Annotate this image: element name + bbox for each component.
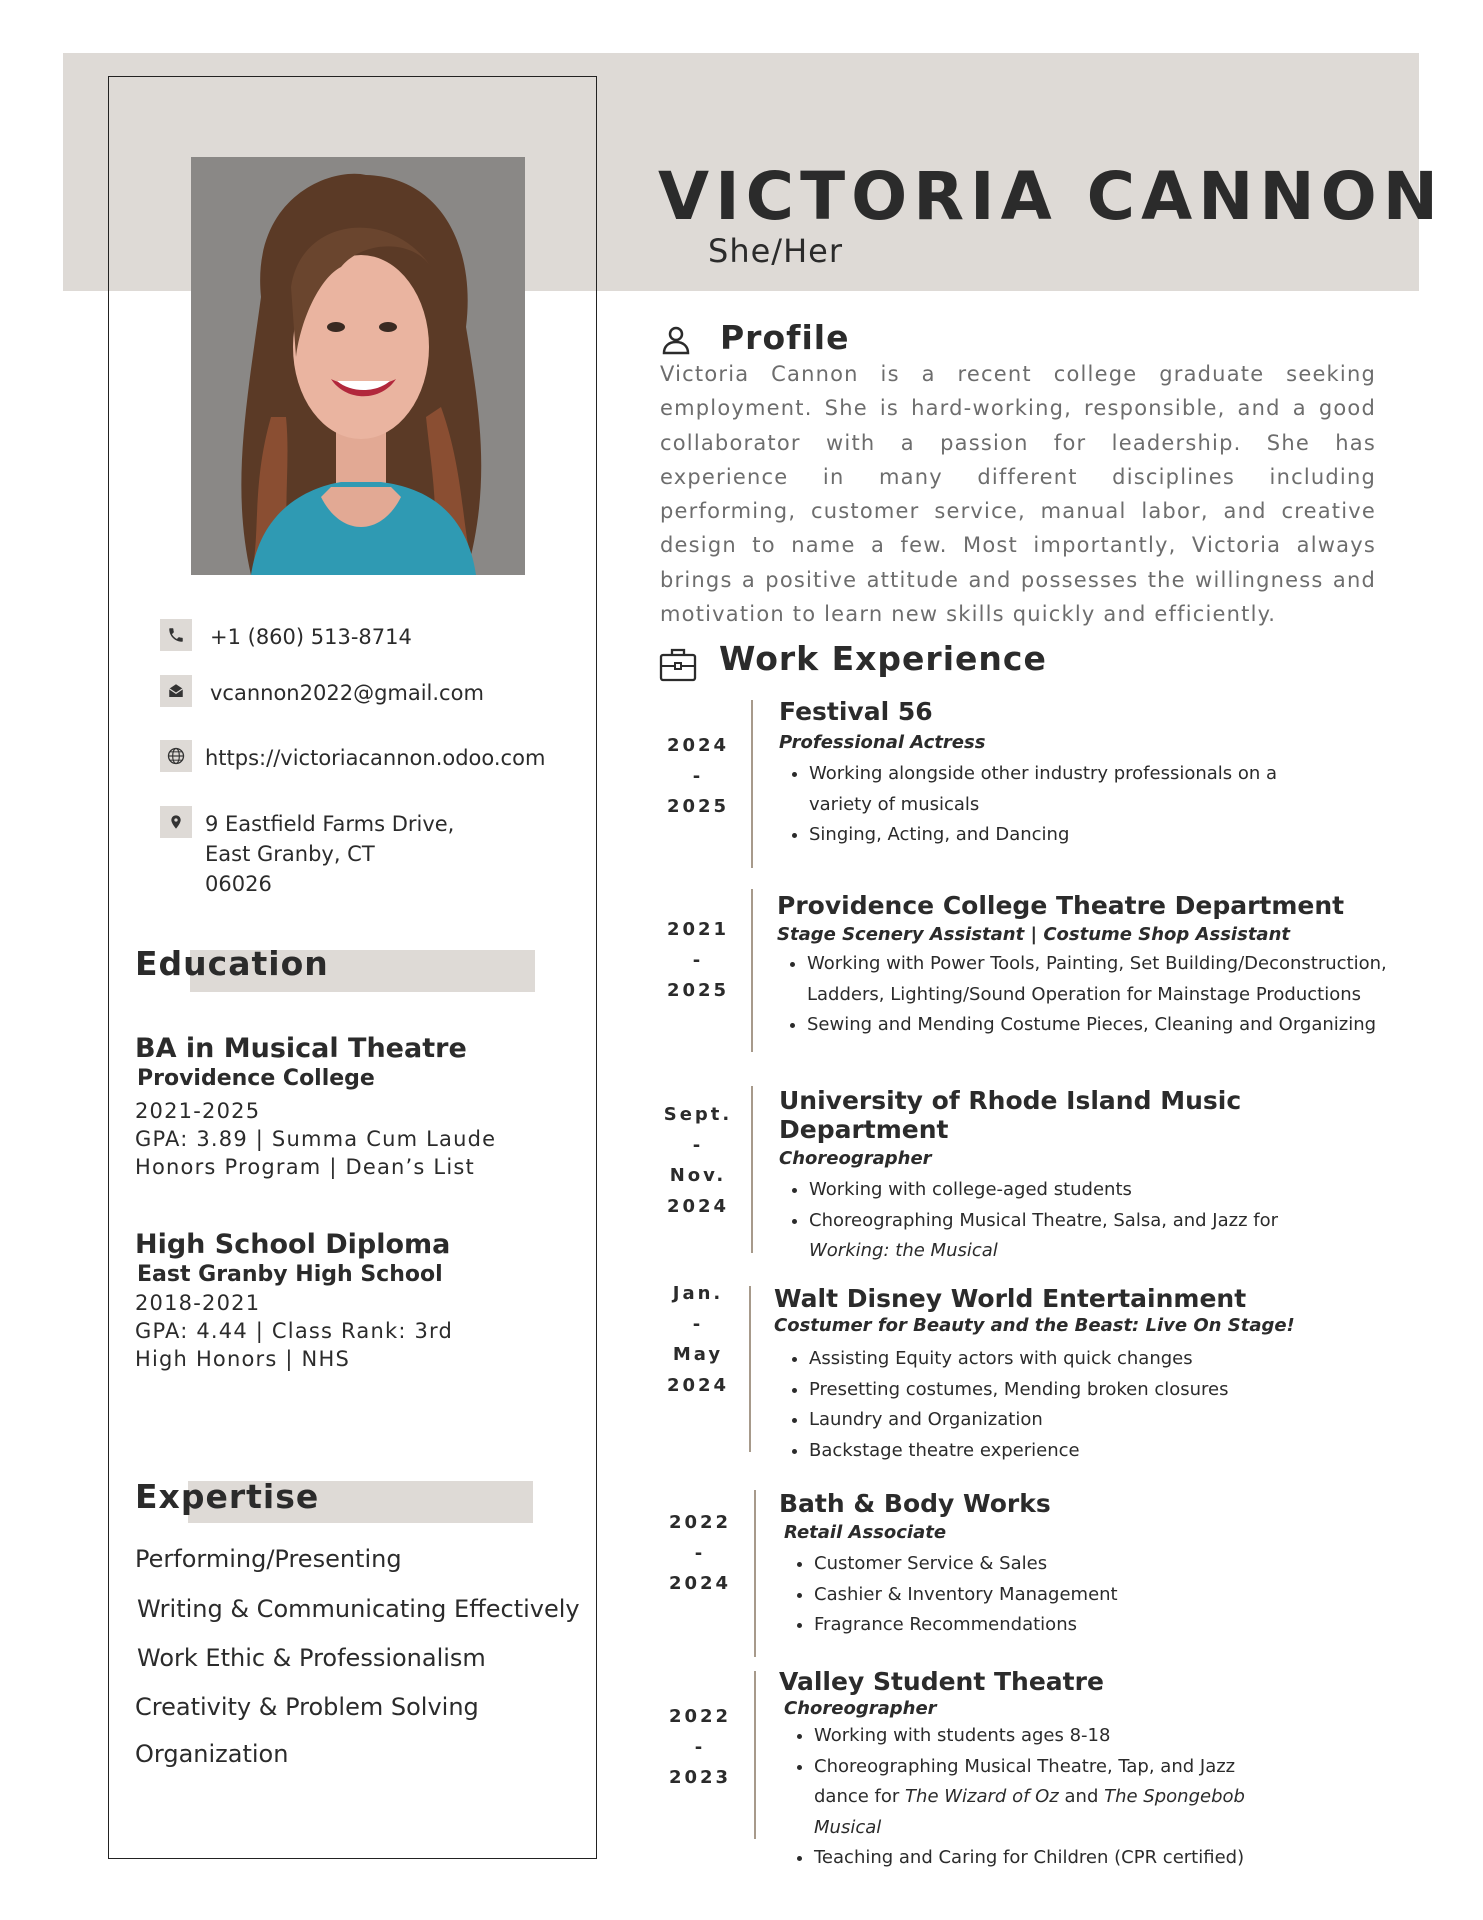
job-bullet — [809, 1206, 1329, 1267]
date-separator: - — [694, 1542, 706, 1564]
expertise-title: Expertise — [135, 1477, 320, 1516]
job-entry — [779, 1086, 1419, 1267]
job-bullet: • Presetting costumes, Mending broken closures — [809, 1375, 1394, 1406]
education-years: 2021-2025 — [135, 1099, 261, 1123]
job-bullet: • Singing, Acting, and Dancing — [809, 820, 1419, 851]
job-role: Retail Associate — [784, 1522, 947, 1543]
website-text[interactable]: https://victoriacannon.odoo.com — [205, 746, 546, 770]
job-bullet: • Sewing and Mending Costume Pieces, Cleaning and Organizing — [807, 1010, 1397, 1041]
expertise-item: Performing/Presenting — [135, 1545, 402, 1573]
company-name: Valley Student Theatre — [779, 1667, 1104, 1696]
degree-title: High School Diploma — [135, 1229, 451, 1260]
school-name: East Granby High School — [137, 1262, 443, 1287]
job-bullet: • Cashier & Inventory Management — [814, 1580, 1419, 1611]
date-start: 2022 — [668, 1512, 732, 1533]
job-bullet: • Teaching and Caring for Children (CPR certified) — [814, 1843, 1419, 1874]
job-entry — [777, 891, 1397, 1041]
company-name: Bath & Body Works — [779, 1489, 1051, 1518]
date-end: Nov. — [669, 1165, 727, 1186]
timeline-line — [754, 1671, 756, 1839]
education-title: Education — [135, 944, 329, 983]
date-end: 2025 — [666, 980, 730, 1001]
job-entry — [779, 697, 1419, 851]
job-bullet: • Backstage theatre experience — [809, 1436, 1394, 1467]
timeline-line — [751, 700, 753, 868]
education-gpa: GPA: 3.89 | Summa Cum Laude — [135, 1127, 497, 1151]
email-text[interactable]: vcannon2022@gmail.com — [210, 681, 484, 705]
timeline-line — [754, 1490, 756, 1657]
globe-icon — [160, 740, 192, 772]
job-date — [658, 915, 738, 1007]
person-icon — [660, 324, 692, 356]
date-end: 2023 — [668, 1767, 732, 1788]
musical-title: The Wizard of Oz — [905, 1786, 1059, 1807]
job-entry — [779, 1667, 1419, 1874]
date-separator: - — [692, 949, 704, 971]
education-entry — [135, 1033, 575, 1181]
job-date — [658, 731, 738, 823]
expertise-item: Creativity & Problem Solving — [135, 1693, 479, 1721]
job-bullet: • Working with college-aged students — [809, 1175, 1419, 1206]
date-end-year: 2024 — [666, 1195, 730, 1217]
date-end-year: 2024 — [666, 1374, 730, 1396]
expertise-item: Writing & Communicating Effectively — [137, 1595, 580, 1623]
job-bullet: • Customer Service & Sales — [814, 1549, 1419, 1580]
education-honors: High Honors | NHS — [135, 1347, 350, 1371]
date-start: 2022 — [668, 1706, 732, 1727]
job-role: Stage Scenery Assistant | Costume Shop Assistant — [777, 924, 1290, 945]
bullet-text: Choreographing Musical Theatre, Tap, and Jazz dance for — [814, 1755, 1236, 1807]
job-bullet: • Working with students ages 8-18 — [814, 1721, 1419, 1752]
musical-title: Working — [809, 1240, 884, 1261]
job-role: Costumer for Beauty and the Beast: Live On Stage! — [774, 1315, 1295, 1336]
date-end: May — [672, 1344, 724, 1365]
phone-icon — [160, 619, 192, 651]
education-entry — [135, 1229, 575, 1373]
profile-text: Victoria Cannon is a recent college graduate seeking employment. She is hard-working, responsible, and a good collaborator with a passion for leadership. She has experience in many different disciplines including performing, customer service, manual labor, and creative design to name a few. Most importantly, Victoria always brings a positive attitude and possesses the willingness and motivation to learn new skills quickly and efficiently. — [660, 362, 1376, 627]
job-role: Professional Actress — [779, 732, 986, 753]
profile-title: Profile — [720, 318, 850, 357]
job-date — [658, 1100, 738, 1222]
date-separator: - — [692, 765, 704, 787]
timeline-line — [751, 889, 753, 1052]
date-start: Jan. — [672, 1283, 724, 1304]
bullet-text: Choreographing Musical Theatre, Salsa, and Jazz for — [809, 1209, 1278, 1231]
musical-title-rest: : the Musical — [883, 1240, 998, 1261]
musical-title: The Spongebob Musical — [814, 1786, 1245, 1838]
education-honors: Honors Program | Dean’s List — [135, 1155, 475, 1179]
job-bullet: • Assisting Equity actors with quick changes — [809, 1344, 1394, 1375]
conjunction: and — [1064, 1786, 1099, 1807]
pronouns: She/Her — [708, 232, 843, 270]
timeline-line — [751, 1086, 753, 1253]
timeline-line — [749, 1286, 751, 1452]
education-years: 2018-2021 — [135, 1291, 261, 1315]
profile-photo — [191, 157, 525, 575]
address-line-3: 06026 — [205, 872, 272, 896]
address-line-2: East Granby, CT — [205, 842, 375, 866]
degree-title: BA in Musical Theatre — [135, 1033, 467, 1064]
date-separator: - — [692, 1313, 704, 1335]
date-end: 2025 — [666, 796, 730, 817]
date-end: 2024 — [668, 1573, 732, 1594]
company-name: Providence College Theatre Department — [777, 891, 1345, 920]
phone-text[interactable]: +1 (860) 513-8714 — [210, 625, 412, 649]
job-role: Choreographer — [784, 1698, 937, 1719]
job-entry — [779, 1489, 1419, 1641]
school-name: Providence College — [137, 1066, 375, 1091]
job-date — [660, 1508, 740, 1600]
work-experience-title: Work Experience — [719, 639, 1047, 678]
job-bullet: • Fragrance Recommendations — [814, 1610, 1419, 1641]
briefcase-icon — [659, 645, 697, 683]
date-start: 2024 — [666, 735, 730, 756]
expertise-item: Organization — [135, 1740, 289, 1768]
date-start: 2021 — [666, 919, 730, 940]
job-bullet — [814, 1752, 1274, 1844]
job-entry — [774, 1284, 1394, 1466]
job-date — [658, 1279, 738, 1401]
date-separator: - — [694, 1736, 706, 1758]
job-role: Choreographer — [779, 1148, 932, 1169]
company-name: Festival 56 — [779, 697, 933, 726]
job-date — [660, 1702, 740, 1794]
job-bullet: • Working with Power Tools, Painting, Set Building/Deconstruction, Ladders, Lighting/Sound Operation for Mainstage Productions — [807, 949, 1397, 1010]
full-name: VICTORIA CANNON — [658, 158, 1444, 235]
education-gpa: GPA: 4.44 | Class Rank: 3rd — [135, 1319, 454, 1343]
job-bullet: • Laundry and Organization — [809, 1405, 1394, 1436]
company-name: Walt Disney World Entertainment — [774, 1284, 1247, 1313]
map-pin-icon — [160, 806, 192, 838]
date-start: Sept. — [663, 1104, 733, 1125]
company-name: University of Rhode Island Music Department — [779, 1086, 1242, 1144]
envelope-icon — [160, 675, 192, 707]
expertise-item: Work Ethic & Professionalism — [137, 1644, 486, 1672]
job-bullet: • Working alongside other industry professionals on a variety of musicals — [809, 759, 1329, 820]
date-separator: - — [692, 1134, 704, 1156]
address-text — [205, 809, 454, 899]
address-line-1: 9 Eastfield Farms Drive, — [205, 812, 455, 836]
